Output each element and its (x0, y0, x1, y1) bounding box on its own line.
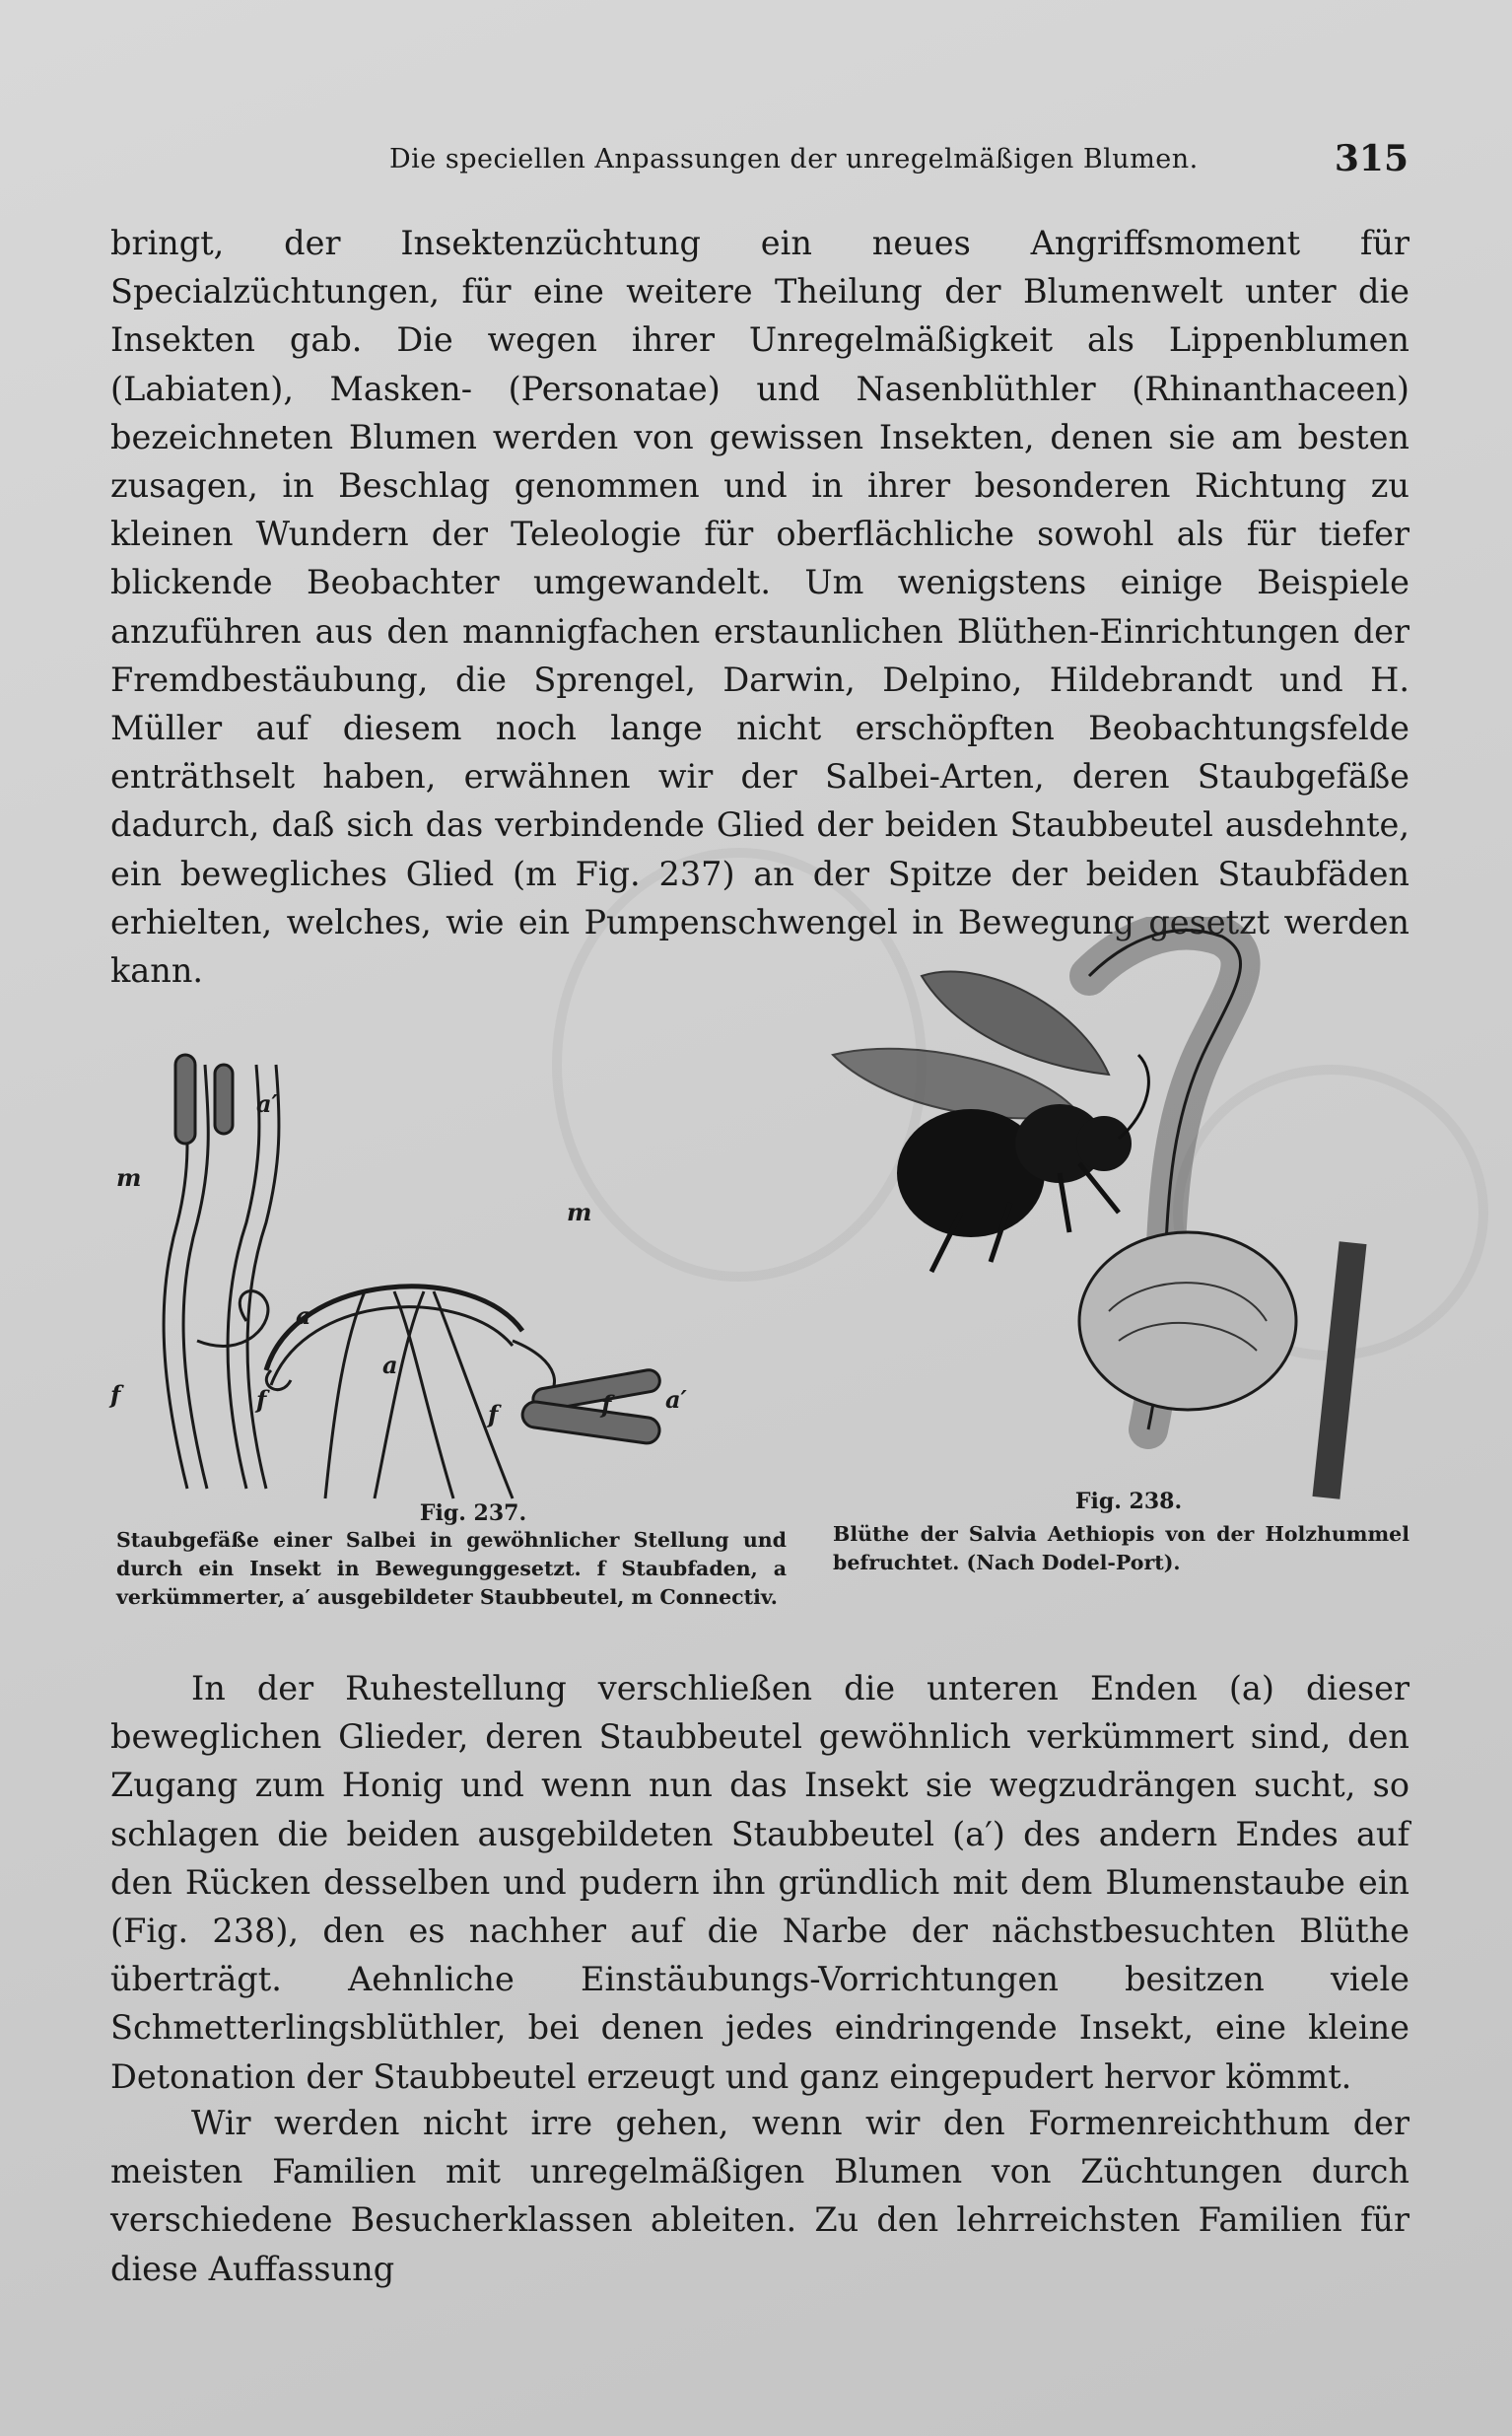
figure-237-caption: Staubgefäße einer Salbei in gewöhnlicher Stellung und durch ein Insekt in Bewegunggesetzt. f Staubfaden, a verkümmerter, a′ ausgebildeter Staubbeutel, m Connectiv. (116, 1528, 787, 1609)
figure-238 (823, 917, 1375, 1508)
label-a-left: a (296, 1301, 311, 1330)
figure-238-caption: Blüthe der Salvia Aethiopis von der Holzhummel befruchtet. (Nach Dodel-Port). (833, 1522, 1409, 1574)
label-f-left-1: f (110, 1380, 121, 1409)
label-a-prime-left: a′ (256, 1089, 278, 1118)
paragraph-1: bringt, der Insektenzüchtung ein neues Angriffsmoment für Specialzüchtungen, für eine weitere Theilung der Blumenwelt unter die Insekten gab. Die wegen ihrer Unregelmäßigkeit als Lippenblumen (Labiaten), Masken- (Personatae) und Nasenblüthler (Rhinanthaceen) bezeichneten Blumen werden von gewissen Insekten, denen sie am besten zusagen, in Beschlag genommen und in ihrer besonderen Richtung zu kleinen Wundern der Teleologie für oberflächliche sowohl als für tiefer blickende Beobachter umgewandelt. Um wenigstens einige Beispiele anzuführen aus den mannigfachen erstaunlichen Blüthen-Einrichtungen der Fremdbestäubung, die Sprengel, Darwin, Delpino, Hildebrandt und H. Müller auf diesem noch lange nicht erschöpften Beobachtungsfelde enträthselt haben, erwähnen wir der Salbei-Arten, deren Staubgefäße dadurch, daß sich das verbindende Glied der beiden Staubbeutel ausdehnte, ein bewegliches Glied (m Fig. 237) an der Spitze der beiden Staubfäden erhielten, welches, wie ein Pumpenschwengel in Bewegung gesetzt werden kann. (110, 224, 1409, 991)
paragraph-2: In der Ruhestellung verschließen die unteren Enden (a) dieser beweglichen Glieder, deren Staubbeutel gewöhnlich verkümmert sind, den Zugang zum Honig und wenn nun das Insekt sie wegzudrängen sucht, so schlagen die beiden ausgebildeten Staubbeutel (a′) des andern Endes auf den Rücken desselben und pudern ihn gründlich mit dem Blumenstaube ein (Fig. 238), den es nachher auf die Narbe der nächstbesuchten Blüthe überträgt. Aehnliche Einstäubungs-Vorrichtungen besitzen viele Schmetterlingsblüthler, bei denen jedes eindringende Insekt, eine kleine Detonation der Staubbeutel erzeugt und ganz eingepudert hervor kömmt. (110, 1669, 1409, 2096)
page-number: 315 (1334, 138, 1409, 179)
figure-237 (99, 1045, 808, 1508)
label-m-right: m (567, 1198, 592, 1226)
label-f-right-1: f (488, 1400, 499, 1428)
label-m-left: m (116, 1163, 142, 1192)
salvia-bee-illustration (823, 917, 1375, 1508)
running-title: Die speciellen Anpassungen der unregelmäßigen Blumen. (389, 144, 1199, 174)
label-a-prime-right: a′ (665, 1385, 687, 1414)
label-a-right: a (382, 1351, 398, 1379)
figure-238-label: Fig. 238. (1074, 1489, 1183, 1514)
label-f-left-2: f (256, 1385, 267, 1414)
page-header (113, 138, 1409, 187)
paragraph-3: Wir werden nicht irre gehen, wenn wir den Formenreichthum der meisten Familien mit unregelmäßigen Blumen von Züchtungen durch verschiedene Besucherklassen ableiten. Zu den lehrreichsten Familien für diese Auffassung (110, 2104, 1409, 2288)
label-f-right-2: f (601, 1390, 612, 1419)
figure-237-label: Fig. 237. (419, 1500, 527, 1526)
salvia-stamen-illustration (99, 1045, 808, 1508)
